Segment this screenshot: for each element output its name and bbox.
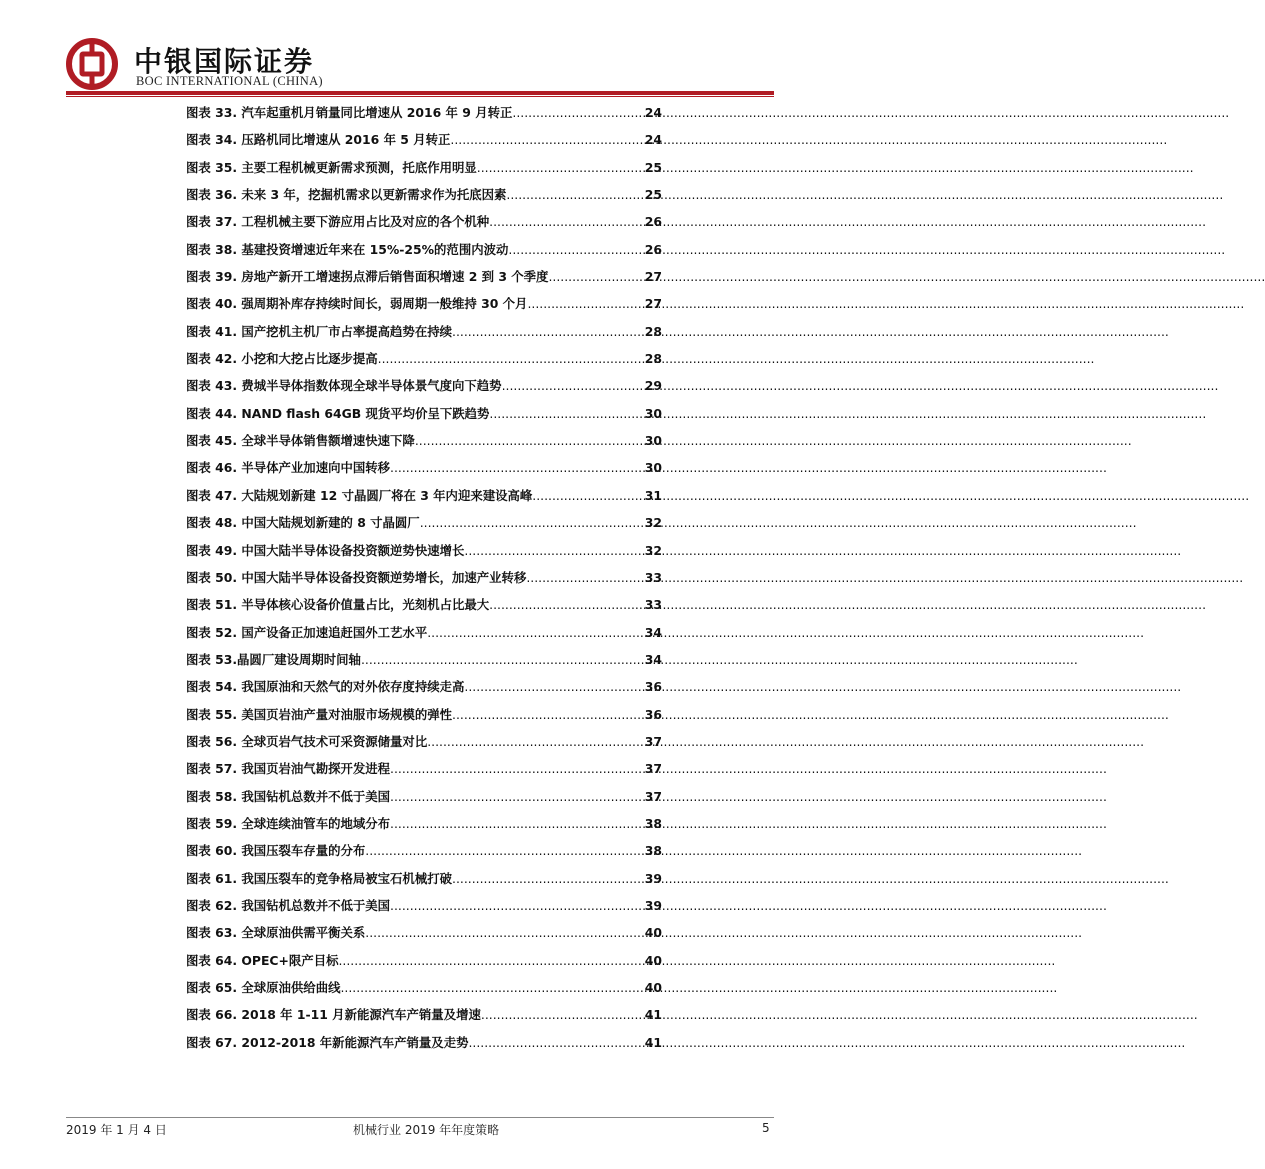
footer-report-title: 机械行业 2019 年年度策略 [353,1123,500,1137]
toc-dot-leader [489,400,643,427]
toc-entry-page: 37 [644,733,662,749]
toc-entry[interactable] [186,673,662,700]
toc-dot-leader [548,263,643,290]
toc-entry-page: 40 [644,925,662,941]
toc-entry[interactable] [186,126,662,153]
toc-dot-leader [477,154,644,181]
toc-dot-leader [532,482,643,509]
toc-entry-label: 图表 52. 国产设备正加速追赶国外工艺水平 [186,624,428,640]
toc-dot-leader [378,345,644,372]
toc-entry[interactable] [186,208,662,235]
toc-entry[interactable] [186,345,662,372]
toc-entry-page: 24 [644,132,662,148]
toc-entry[interactable] [186,919,662,946]
boc-coin-logo-icon [66,38,118,90]
toc-entry[interactable] [186,755,662,782]
toc-entry[interactable] [186,318,662,345]
toc-dot-leader [415,427,644,454]
toc-entry-label: 图表 66. 2018 年 1-11 月新能源汽车产销量及增速 [186,1007,481,1023]
toc-entry-page: 38 [644,843,662,859]
toc-entry[interactable] [186,427,662,454]
toc-entry[interactable] [186,619,662,646]
toc-dot-leader [338,947,643,974]
toc-entry-label: 图表 39. 房地产新开工增速拐点滞后销售面积增速 2 到 3 个季度 [186,269,549,285]
toc-dot-leader [420,509,644,536]
toc-dot-leader [526,564,643,591]
toc-entry[interactable] [186,99,662,126]
toc-entry-page: 27 [644,296,662,312]
toc-entry-label: 图表 53.晶圆厂建设周期时间轴 [186,651,361,667]
toc-entry-page: 28 [644,323,662,339]
toc-entry[interactable] [186,263,662,290]
toc-entry-label: 图表 61. 我国压裂车的竞争格局被宝石机械打破 [186,870,452,886]
toc-dot-leader [452,701,644,728]
toc-entry-label: 图表 47. 大陆规划新建 12 寸晶圆厂将在 3 年内迎来建设高峰 [186,487,533,503]
header-divider-thin [66,96,774,97]
toc-entry-page: 34 [644,651,662,667]
toc-entry-page: 39 [644,870,662,886]
toc-entry-label: 图表 64. OPEC+限产目标 [186,952,339,968]
toc-entry[interactable] [186,974,662,1001]
toc-dot-leader [361,646,644,673]
toc-entry-label: 图表 54. 我国原油和天然气的对外依存度持续走高 [186,679,465,695]
toc-entry-label: 图表 65. 全球原油供给曲线 [186,980,341,995]
toc-entry-page: 30 [644,433,662,449]
toc-entry-page: 34 [644,624,662,640]
toc-dot-leader [427,619,644,646]
toc-entry-label: 图表 51. 半导体核心设备价值量占比，光刻机占比最大 [186,597,490,613]
toc-entry-page: 41 [644,1034,662,1050]
toc-entry-label: 图表 33. 汽车起重机月销量同比增速从 2016 年 9 月转正 [186,105,513,120]
toc-entry[interactable] [186,892,662,919]
toc-entry-label: 图表 49. 中国大陆半导体设备投资额逆势快速增长 [186,542,465,558]
toc-entry[interactable] [186,701,662,728]
toc-entry-label: 图表 57. 我国页岩油气勘探开发进程 [186,761,391,777]
brand-name-cn: 中银国际证券 [134,45,315,78]
toc-dot-leader [390,755,644,782]
toc-dot-leader [390,810,644,837]
toc-entry-page: 26 [644,214,662,230]
toc-dot-leader [508,236,643,263]
toc-entry-page: 33 [644,597,662,613]
toc-entry-page: 32 [644,515,662,531]
toc-entry-page: 36 [644,679,662,695]
footer-page-number: 5 [762,1121,770,1135]
toc-entry-label: 图表 50. 中国大陆半导体设备投资额逆势增长，加速产业转移 [186,569,527,585]
toc-entry[interactable] [186,400,662,427]
toc-dot-leader [481,1001,644,1028]
toc-dot-leader [365,837,643,864]
toc-dot-leader [452,318,644,345]
toc-entry[interactable] [186,810,662,837]
toc-entry[interactable] [186,181,662,208]
header-divider [66,91,774,95]
toc-entry[interactable] [186,1029,662,1056]
toc-dot-leader [489,591,644,618]
toc-entry[interactable] [186,454,662,481]
footer-divider [66,1117,774,1118]
toc-entry-label: 图表 42. 小挖和大挖占比逐步提高 [186,351,378,367]
toc-entry-page: 39 [644,897,662,913]
toc-entry[interactable] [186,482,662,509]
toc-entry[interactable] [186,947,662,974]
table-of-contents [186,99,662,1056]
toc-entry-label: 图表 34. 压路机同比增速从 2016 年 5 月转正 [186,132,451,148]
toc-entry-label: 图表 45. 全球半导体销售额增速快速下降 [186,433,415,449]
toc-entry-page: 37 [644,788,662,804]
toc-entry[interactable] [186,236,662,263]
toc-entry-page: 27 [644,269,662,285]
toc-entry-label: 图表 40. 强周期补库存持续时间长，弱周期一般维持 30 个月 [186,296,528,312]
toc-entry[interactable] [186,290,662,317]
toc-entry-label: 图表 37. 工程机械主要下游应用占比及对应的各个机种 [186,214,490,230]
toc-entry[interactable] [186,865,662,892]
toc-entry[interactable] [186,154,662,181]
toc-entry[interactable] [186,591,662,618]
toc-entry-page: 37 [644,761,662,777]
toc-dot-leader [450,126,643,153]
toc-entry-page: 30 [644,405,662,421]
toc-dot-leader [427,728,644,755]
toc-entry-label: 图表 55. 美国页岩油产量对油服市场规模的弹性 [186,706,452,722]
toc-dot-leader [452,865,644,892]
toc-entry-label: 图表 67. 2012-2018 年新能源汽车产销量及走势 [186,1034,469,1050]
toc-entry-label: 图表 56. 全球页岩气技术可采资源储量对比 [186,733,428,749]
toc-dot-leader [512,99,643,126]
toc-entry-page: 25 [644,187,662,203]
toc-entry-page: 38 [644,815,662,831]
toc-dot-leader [527,290,643,317]
toc-dot-leader [489,208,644,235]
toc-entry-page: 41 [644,1007,662,1023]
toc-entry-page: 32 [644,542,662,558]
toc-dot-leader [340,974,643,1001]
toc-entry-page: 40 [644,980,662,995]
toc-dot-leader [390,892,644,919]
toc-entry[interactable] [186,783,662,810]
toc-entry-label: 图表 48. 中国大陆规划新建的 8 寸晶圆厂 [186,515,420,531]
toc-entry-page: 29 [644,378,662,394]
toc-entry-page: 28 [644,351,662,367]
page-header [66,38,776,94]
toc-entry[interactable] [186,372,662,399]
toc-entry-page: 33 [644,569,662,585]
brand-name-en: BOC INTERNATIONAL (CHINA) [136,74,323,88]
footer-date: 2019 年 1 月 4 日 [66,1123,167,1137]
toc-entry-label: 图表 63. 全球原油供需平衡关系 [186,925,366,941]
toc-entry-label: 图表 46. 半导体产业加速向中国转移 [186,460,391,476]
toc-entry-page: 36 [644,706,662,722]
toc-entry-label: 图表 43. 费城半导体指数体现全球半导体景气度向下趋势 [186,378,502,394]
toc-entry-page: 24 [644,105,662,120]
toc-entry-label: 图表 60. 我国压裂车存量的分布 [186,843,366,859]
toc-entry-page: 25 [644,159,662,175]
toc-entry-label: 图表 62. 我国钻机总数并不低于美国 [186,897,391,913]
toc-dot-leader [365,919,643,946]
toc-entry-label: 图表 36. 未来 3 年，挖掘机需求以更新需求作为托底因素 [186,187,507,203]
toc-entry[interactable] [186,509,662,536]
toc-entry-page: 31 [644,487,662,503]
toc-entry[interactable] [186,728,662,755]
toc-entry-page: 40 [644,952,662,968]
toc-entry-label: 图表 44. NAND flash 64GB 现货平均价呈下跌趋势 [186,405,490,421]
toc-entry-label: 图表 38. 基建投资增速近年来在 15%-25%的范围内波动 [186,241,509,257]
toc-entry[interactable] [186,646,662,673]
toc-entry-label: 图表 41. 国产挖机主机厂市占率提高趋势在持续 [186,323,452,339]
toc-entry-page: 30 [644,460,662,476]
toc-dot-leader [464,537,643,564]
toc-dot-leader [502,372,644,399]
toc-dot-leader [390,783,644,810]
toc-entry[interactable] [186,837,662,864]
toc-dot-leader [464,673,643,700]
toc-entry-label: 图表 35. 主要工程机械更新需求预测，托底作用明显 [186,159,477,175]
toc-entry-page: 26 [644,241,662,257]
toc-entry[interactable] [186,564,662,591]
toc-dot-leader [390,454,644,481]
toc-entry-label: 图表 58. 我国钻机总数并不低于美国 [186,788,391,804]
toc-entry-label: 图表 59. 全球连续油管车的地域分布 [186,815,391,831]
toc-dot-leader [506,181,643,208]
toc-dot-leader [468,1029,643,1056]
toc-entry[interactable] [186,1001,662,1028]
toc-entry[interactable] [186,537,662,564]
